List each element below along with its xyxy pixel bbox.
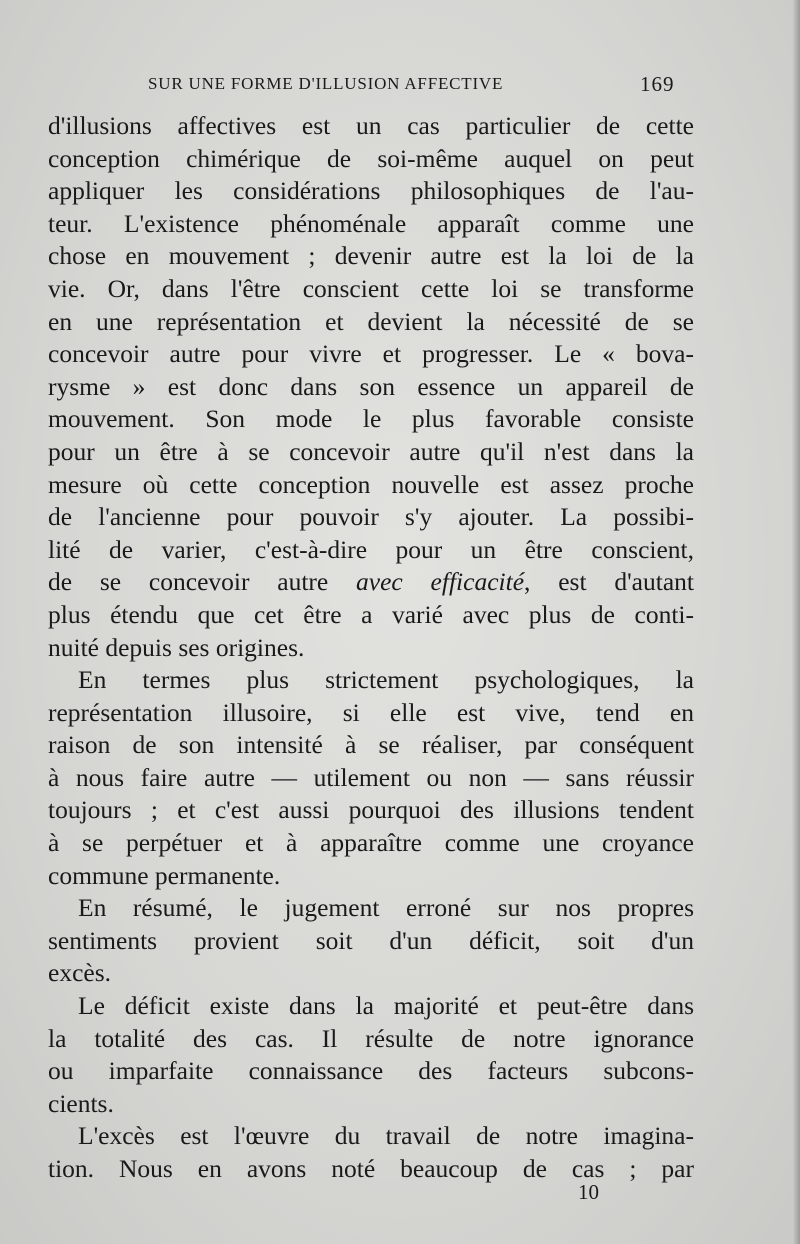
text-line: rysme » est donc dans son essence un appareil de (48, 371, 694, 401)
running-head (0, 74, 800, 104)
text-line: la totalité des cas. Il résulte de notre ignorance (48, 1023, 694, 1053)
text-line: conception chimérique de soi-même auquel on peut (48, 143, 694, 173)
text-segment: de se concevoir autre (48, 567, 329, 597)
page-edge-shadow (792, 0, 800, 1244)
text-line: commune permanente. (48, 860, 281, 890)
text-line: représentation illusoire, si elle est vive, tend en (48, 697, 694, 727)
text-line: mesure où cette conception nouvelle est assez proche (48, 469, 694, 499)
text-line: excès. (48, 958, 112, 988)
body-text (48, 110, 694, 1186)
signature-mark: 10 (578, 1180, 599, 1204)
text-line: appliquer les considérations philosophiques de l'au- (48, 176, 694, 206)
text-line: chose en mouvement ; devenir autre est la loi de la (48, 241, 694, 271)
text-line: à nous faire autre — utilement ou non — sans réussir (48, 762, 694, 792)
text-line: vie. Or, dans l'être conscient cette loi se transforme (48, 273, 694, 303)
text-line: à se perpétuer et à apparaître comme une croyance (48, 828, 694, 858)
text-line: pour un être à se concevoir autre qu'il n'est dans la (48, 436, 694, 466)
text-line: plus étendu que cet être a varié avec plus de conti- (48, 599, 694, 629)
paragraph-start: L'excès est l'œuvre du travail de notre imagina- (78, 1121, 694, 1151)
text-line: mouvement. Son mode le plus favorable consiste (48, 404, 694, 434)
text-line: nuité depuis ses origines. (48, 632, 305, 662)
running-head-title: SUR UNE FORME D'ILLUSION AFFECTIVE (148, 74, 504, 93)
page-number: 169 (640, 72, 675, 96)
italic-phrase: avec efficacité (356, 567, 525, 597)
text-line: sentiments provient soit d'un déficit, soit d'un (48, 925, 694, 955)
paragraph-start: En résumé, le jugement erroné sur nos propres (78, 893, 694, 923)
text-line-with-italic (48, 566, 694, 599)
text-line: cients. (48, 1088, 114, 1118)
paragraph-start: En termes plus strictement psychologiques, la (78, 665, 694, 695)
text-line: tion. Nous en avons noté beaucoup de cas ; par (48, 1154, 694, 1183)
text-line: en une représentation et devient la nécessité de se (48, 306, 694, 336)
text-line: d'illusions affectives est un cas particulier de cette (48, 111, 694, 140)
text-segment: , est d'autant (524, 567, 694, 597)
text-line: raison de son intensité à se réaliser, par conséquent (48, 730, 694, 760)
text-line: toujours ; et c'est aussi pourquoi des illusions tendent (48, 795, 694, 825)
text-line: lité de varier, c'est-à-dire pour un être conscient, (48, 534, 694, 564)
text-line: teur. L'existence phénoménale apparaît comme une (48, 208, 694, 238)
text-line: de l'ancienne pour pouvoir s'y ajouter. La possibi- (48, 502, 694, 532)
paragraph-start: Le déficit existe dans la majorité et peut-être dans (78, 991, 694, 1021)
text-line: concevoir autre pour vivre et progresser. Le « bova- (48, 339, 694, 369)
text-line: ou imparfaite connaissance des facteurs subcons- (48, 1056, 694, 1086)
